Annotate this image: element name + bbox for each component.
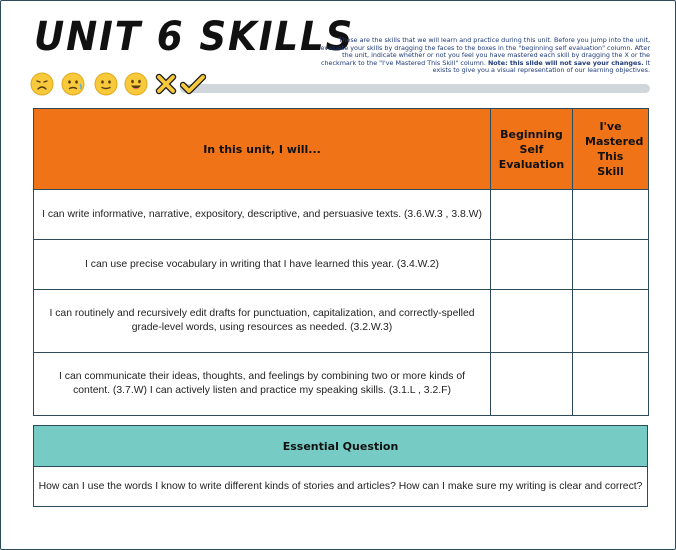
skill-text: I can routinely and recursively edit drafts for punctuation, capitalization, and correctly-spelled grade-level words, using resources as needed. (3.2.W.3): [34, 290, 491, 353]
header-self-evaluation: Beginning Self Evaluation: [491, 109, 573, 190]
skill-text: I can write informative, narrative, expository, descriptive, and persuasive texts. (3.6.W.3 , 3.8.W): [34, 190, 491, 240]
self-evaluation-drop-cell[interactable]: [491, 290, 573, 353]
essential-question-text: How can I use the words I know to write different kinds of stories and articles? How can I make sure my writing is clear and correct?: [34, 467, 648, 507]
skills-table: [33, 108, 649, 416]
mastered-drop-cell[interactable]: [573, 353, 649, 416]
essential-question-table: [33, 425, 648, 507]
table-row: [34, 240, 649, 290]
mastered-drop-cell[interactable]: [573, 190, 649, 240]
table-row: [34, 190, 649, 240]
skills-table-header: [34, 109, 649, 190]
header-skill: In this unit, I will...: [34, 109, 491, 190]
skill-text: I can use precise vocabulary in writing that I have learned this year. (3.4.W.2): [34, 240, 491, 290]
sad-face-icon[interactable]: [30, 72, 54, 96]
header-mastered: I've Mastered This Skill: [573, 109, 649, 190]
worried-face-icon[interactable]: [61, 72, 85, 96]
neutral-face-icon[interactable]: [94, 72, 118, 96]
checkmark-icon[interactable]: [180, 72, 204, 96]
mastered-drop-cell[interactable]: [573, 240, 649, 290]
happy-face-icon[interactable]: [124, 72, 148, 96]
instructions-tail: It exists to give you a visual representation of our learning objectives.: [432, 58, 650, 75]
essential-question-heading: Essential Question: [34, 426, 648, 467]
table-row: [34, 353, 649, 416]
table-row: [34, 290, 649, 353]
self-evaluation-drop-cell[interactable]: [491, 240, 573, 290]
page-title: UNIT 6 SKILLS: [34, 14, 355, 60]
icon-tray-bar: [180, 84, 650, 93]
instructions-note: Note: this slide will not save your changes.: [487, 58, 644, 67]
instructions-text: [318, 37, 650, 75]
self-evaluation-drop-cell[interactable]: [491, 190, 573, 240]
x-mark-icon[interactable]: [154, 72, 178, 96]
mastered-drop-cell[interactable]: [573, 290, 649, 353]
instructions-body: These are the skills that we will learn and practice during this unit. Before you jump into the unit, evaluate your skills by dragging the faces to the boxes in the "beginning self evaluation" column. After the unit, indicate whether or not you feel you have mastered each skill by dragging the X or the checkmark to the "I've Mastered This Skill" column.: [320, 36, 650, 67]
skill-text: I can communicate their ideas, thoughts, and feelings by combining two or more kinds of content. (3.7.W) I can actively listen and practice my speaking skills. (3.1.L , 3.2.F): [34, 353, 491, 416]
self-evaluation-drop-cell[interactable]: [491, 353, 573, 416]
